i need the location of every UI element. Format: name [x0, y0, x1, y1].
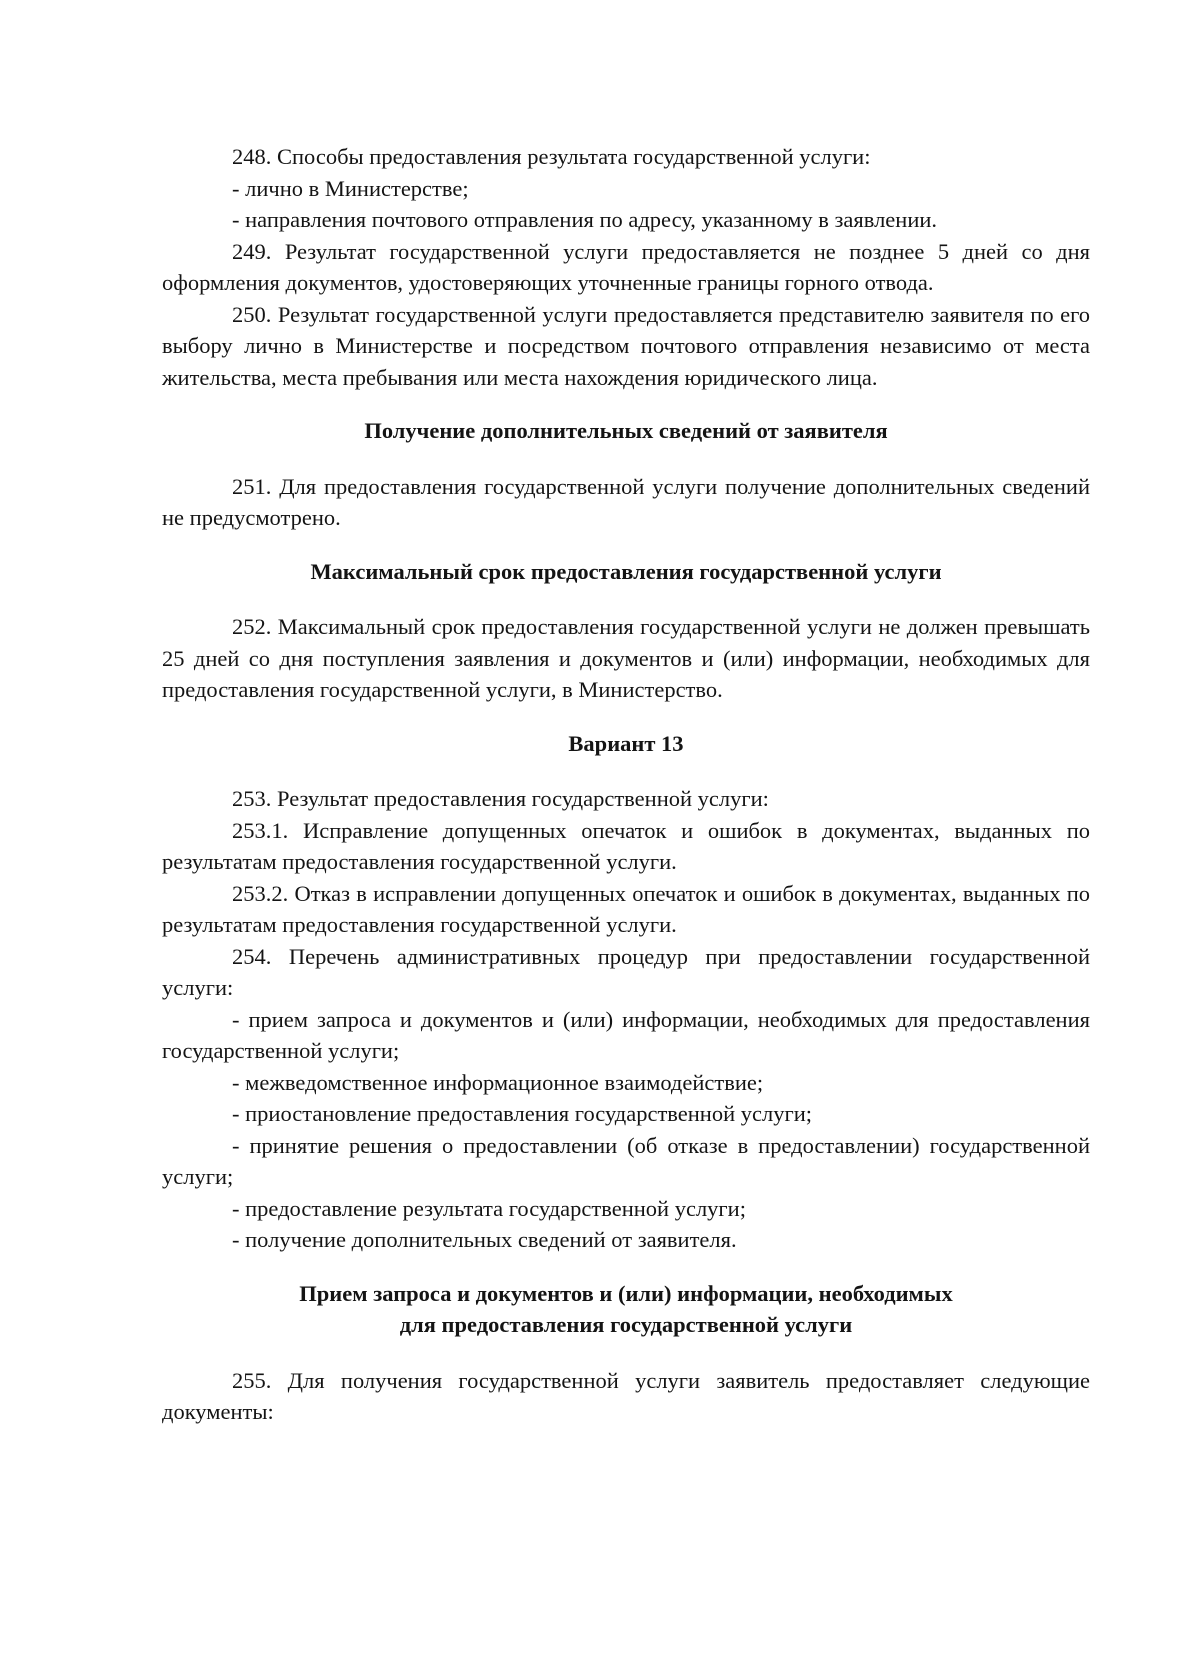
section-heading-max-term: Максимальный срок предоставления государственной услуги [310, 558, 942, 584]
paragraph-255: 255. Для получения государственной услуги заявитель предоставляет следующие документы: [162, 1367, 1090, 1424]
paragraph-248: 248. Способы предоставления результата государственной услуги: [232, 144, 871, 169]
paragraph-253-2: 253.2. Отказ в исправлении допущенных опечаток и ошибок в документах, выданных по результатам предоставления государственной услуги. [162, 880, 1090, 937]
list-item-result: - предоставление результата государственной услуги; [232, 1195, 746, 1221]
list-item-additional-info: - получение дополнительных сведений от заявителя. [232, 1227, 737, 1252]
section-heading-variant-13: Вариант 13 [568, 730, 684, 756]
list-item-request-intake: - прием запроса и документов и (или) информации, необходимых для предоставления государственной услуги; [162, 1006, 1090, 1063]
list-item-suspension: - приостановление предоставления государственной услуги; [232, 1101, 813, 1126]
list-item-by-mail: - направления почтового отправления по адресу, указанному в заявлении. [232, 207, 938, 232]
section-heading-additional-info: Получение дополнительных сведений от заявителя [364, 418, 888, 443]
list-item-decision: - принятие решения о предоставлении (об отказе в предоставлении) государственной услуги; [162, 1132, 1090, 1189]
section-heading-request-intake: Прием запроса и документов и (или) информации, необходимых для предоставления государственной услуги [299, 1280, 953, 1337]
paragraph-253-1: 253.1. Исправление допущенных опечаток и ошибок в документах, выданных по результатам предоставления государственной услуги. [162, 817, 1090, 874]
paragraph-249: 249. Результат государственной услуги предоставляется не позднее 5 дней со дня оформления документов, удостоверяющих уточненные границы горного отвода. [162, 238, 1090, 295]
document-body [162, 141, 1090, 1428]
list-item-interagency: - межведомственное информационное взаимодействие; [232, 1069, 764, 1095]
list-item-in-person: - лично в Министерстве; [232, 175, 469, 201]
paragraph-254: 254. Перечень административных процедур при предоставлении государственной услуги: [162, 943, 1090, 1000]
paragraph-251: 251. Для предоставления государственной услуги получение дополнительных сведений не предусмотрено. [162, 473, 1090, 530]
paragraph-252: 252. Максимальный срок предоставления государственной услуги не должен превышать 25 дней со дня поступления заявления и документов и (или) информации, необходимых для предоставления государственной услуги, в Министерство. [162, 614, 1090, 702]
paragraph-253: 253. Результат предоставления государственной услуги: [232, 786, 769, 811]
paragraph-250: 250. Результат государственной услуги предоставляется представителю заявителя по его выбору лично в Министерстве и посредством почтового отправления независимо от места жительства, места пребывания или места нахождения юридического лица. [162, 301, 1090, 390]
